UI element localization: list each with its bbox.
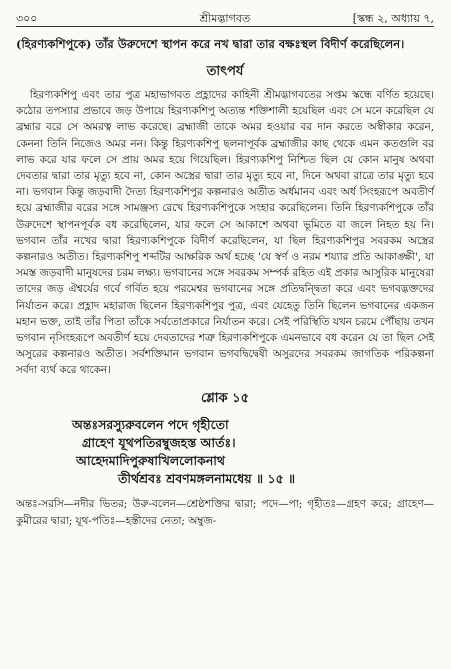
verse-block: [72, 416, 434, 488]
verse-line: তীর্থশ্রবঃ শ্রবণমঙ্গলনামধেয় ॥ ১৫ ॥: [118, 470, 296, 486]
verse-line: অন্তঃসরস্যুরুবলেন পদে গৃহীতো: [72, 416, 229, 432]
running-header: [16, 6, 434, 27]
page-number: ৩০০: [16, 12, 38, 25]
verse-line: গ্রাহেণ যূথপতিরম্বুজহস্ত আর্তঃ।: [82, 434, 236, 450]
page: [16, 6, 434, 530]
purport-text: হিরণ্যকশিপু এবং তার পুত্র মহাভাগবত প্রহ্লাদের কাহিনী শ্রীমদ্ভাগবতের সপ্তম স্কন্ধে বর্ণিত হয়েছে। কঠোর তপস্যার প্রভাবে জড় উপায়ে হিরণ্যকশিপু অত্যন্ত শক্তিশালী হয়েছিল এবং সে মনে করেছিল যে ব্রহ্মার বরে সে অমরত্ব লাভ করেছে। ব্রহ্মাজী তাকে অমর হওয়ার বর দান করতে অস্বীকার করেন, কেননা তিনি নিজেও অমর নন। কিন্তু হিরণ্যকশিপু ছলনাপূর্বক ব্রহ্মাজীর কাছ থেকে এমন কতগুলি বর লাভ করে যার ফলে সে প্রায় অমর হয়ে গিয়েছিল। হিরণ্যকশিপু নিশ্চিত ছিল যে কোন মানুষ অথবা দেবতার দ্বারা তার মৃত্যু হবে না, কোন অস্ত্রের দ্বারা তার মৃত্যু হবে না, দিনে অথবা রাত্রে তার মৃত্যু হবে না। ভগবান কিন্তু জড়বাদী দৈত্য হিরণ্যকশিপুর কল্পনারও অতীত অর্ধমানব এবং অর্ধ সিংহরূপে অবতীর্ণ হয়ে ব্রহ্মাজীর বরের সঙ্গে সামঞ্জস্য রেখে হিরণ্যকশিপুকে সংহার করেছিলেন। তিনি হিরণ্যকশিপুকে তাঁর উরুদেশে স্থাপনপূর্বক বধ করেছিলেন, যার ফলে সে আকাশে অথবা ভূমিতে বা জলে নিহত হয় নি। ভগবান তাঁর নখের দ্বারা হিরণ্যকশিপুকে বিদীর্ণ করেছিলেন, যা ছিল হিরণ্যকশিপুর সবরকম অস্ত্রের কল্পনারও অতীত। হিরণ্যকশিপু শব্দটির আক্ষরিক অর্থ হচ্ছে 'যে স্বর্ণ ও নরম শয্যার প্রতি আকাঙ্ক্ষী', যা সমস্ত জড়বাদী মানুষদের চরম লক্ষ্য। ভগবানের সঙ্গে সবরকম সম্পর্ক রহিত এই প্রকার আসুরিক মানুষেরা তাদের জড় ঐশ্বর্যের গর্বে গর্বিত হয়ে পরমেশ্বর ভগবানের সঙ্গে প্রতিদ্বন্দ্বিতা করে এবং ভগবদ্ভক্তদের নির্যাতন করে। প্রহ্লাদ মহারাজ ছিলেন হিরণ্যকশিপুর পুত্র, এবং যেহেতু তিনি ছিলেন ভগবানের একজন মহান ভক্ত, তাই তাঁর পিতা তাঁকে সর্বতোপ্রকারে নির্যাতন করে। সেই পরিস্থিতি যখন চরমে পৌঁছায় তখন ভগবান নৃসিংহরূপে অবতীর্ণ হয়ে দেবতাদের শত্রু হিরণ্যকশিপুকে এমনভাবে বধ করেন যে তা ছিল সেই অসুরের কল্পনারও অতীত। সর্বশক্তিমান ভগবান ভগবদ্বিদ্বেষী অসুরদের সবরকম জাগতিক পরিকল্পনা সর্বদা ব্যর্থ করে থাকেন।: [16, 89, 434, 377]
purport-heading: তাৎপর্য: [206, 64, 244, 79]
synonyms-text: অন্তঃ-সরসি—নদীর ভিতর; উরু-বলেন—শ্রেষ্ঠশক্তির দ্বারা; পদে—পা; গৃহীতঃ—গ্রহণ করে; গ্রাহেণ—কুমীরের দ্বারা; যূথ-পতিঃ—হস্তীদের নেতা; অম্বুজ-: [16, 497, 434, 527]
translation-text: (হিরণ্যকশিপুকে) তাঁর উরুদেশে স্থাপন করে নখ দ্বারা তার বক্ষঃস্থল বিদীর্ণ করেছিলেন।: [16, 37, 405, 51]
verse-line: আহেদমাদিপুরুষাখিললোকনাথ: [76, 452, 226, 468]
verse-label: শ্লোক ১৫: [200, 390, 250, 406]
book-title: শ্রীমদ্ভাগবত: [199, 12, 251, 25]
canto-chapter: [স্কন্ধ ২, অধ্যায় ৭,: [352, 12, 434, 25]
